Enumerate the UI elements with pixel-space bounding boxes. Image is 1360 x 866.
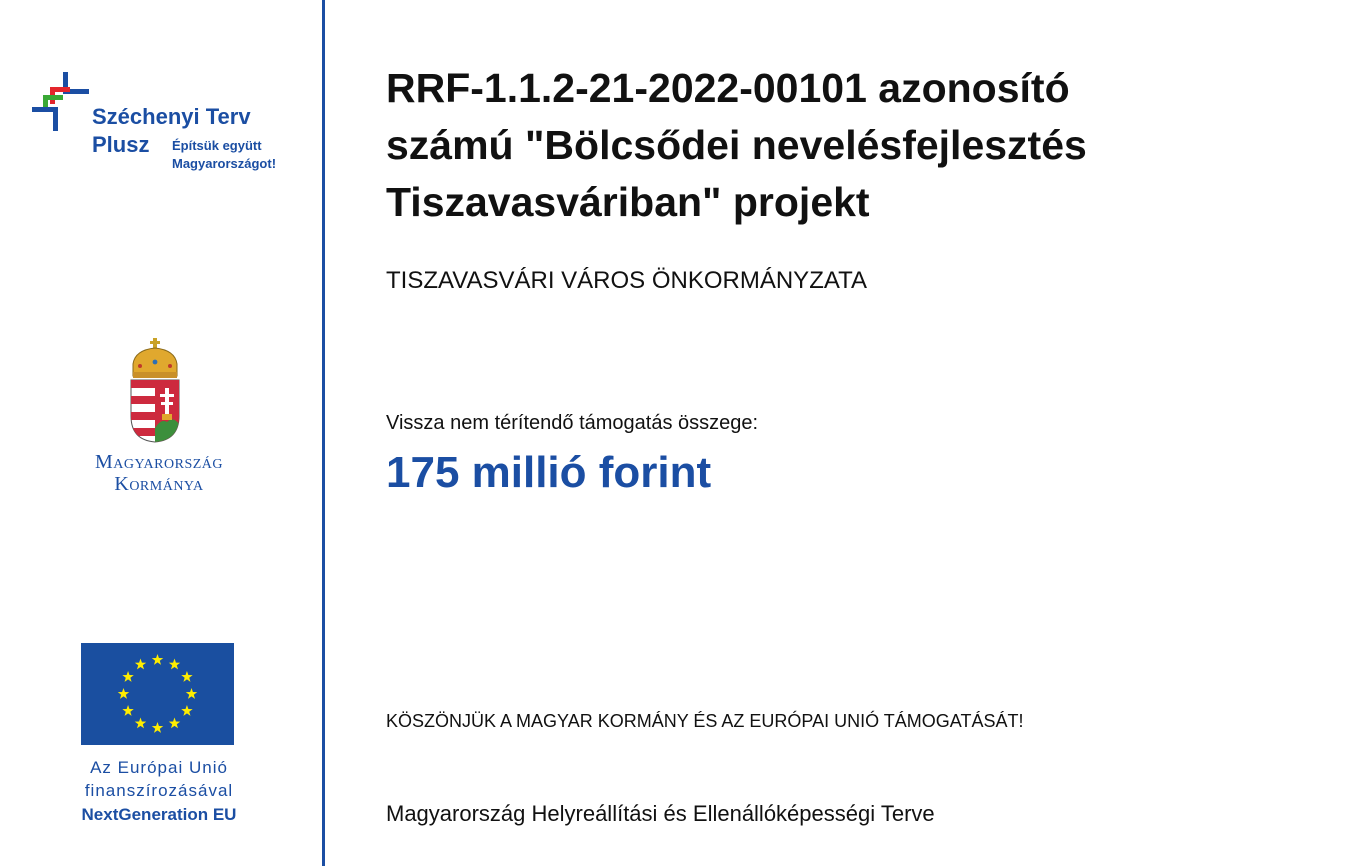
recovery-plan-name: Magyarország Helyreállítási és Ellenállóképességi Terve: [386, 801, 935, 826]
grant-amount: 175 millió forint: [386, 448, 712, 497]
vertical-divider: [322, 0, 325, 866]
coat-of-arms-icon: [125, 336, 185, 446]
eu-program-name: NextGeneration EU: [81, 805, 237, 824]
government-name-line-2: Kormánya: [114, 473, 204, 495]
szechenyi-logo: [30, 70, 300, 180]
szechenyi-cross-icon: [30, 70, 92, 132]
eu-flag-icon: [81, 643, 234, 745]
beneficiary-organization: TISZAVASVÁRI VÁROS ÖNKORMÁNYZATA: [386, 267, 867, 294]
szechenyi-title: Széchenyi Terv: [92, 104, 251, 129]
main-content: [386, 0, 1316, 866]
szechenyi-tagline-2: Magyarországot!: [172, 156, 277, 171]
project-title-line: RRF-1.1.2-21-2022-00101 azonosító: [386, 65, 1070, 111]
eu-funding-line-1: Az Európai Unió: [90, 758, 228, 777]
szechenyi-tagline-1: Építsük együtt: [172, 138, 262, 153]
left-logo-column: [0, 0, 322, 866]
project-title-line: számú "Bölcsődei nevelésfejlesztés: [386, 122, 1087, 168]
project-title-line: Tiszavasváriban" projekt: [386, 179, 870, 225]
government-name-line-1: Magyarország: [94, 451, 224, 473]
thanks-text: KÖSZÖNJÜK A MAGYAR KORMÁNY ÉS AZ EURÓPAI UNIÓ TÁMOGATÁSÁT!: [386, 711, 1024, 731]
grant-amount-label: Vissza nem térítendő támogatás összege:: [386, 412, 759, 434]
szechenyi-plus: Plusz: [92, 132, 150, 157]
project-title: [386, 60, 1316, 231]
eu-funding-line-2: finanszírozásával: [84, 781, 234, 800]
